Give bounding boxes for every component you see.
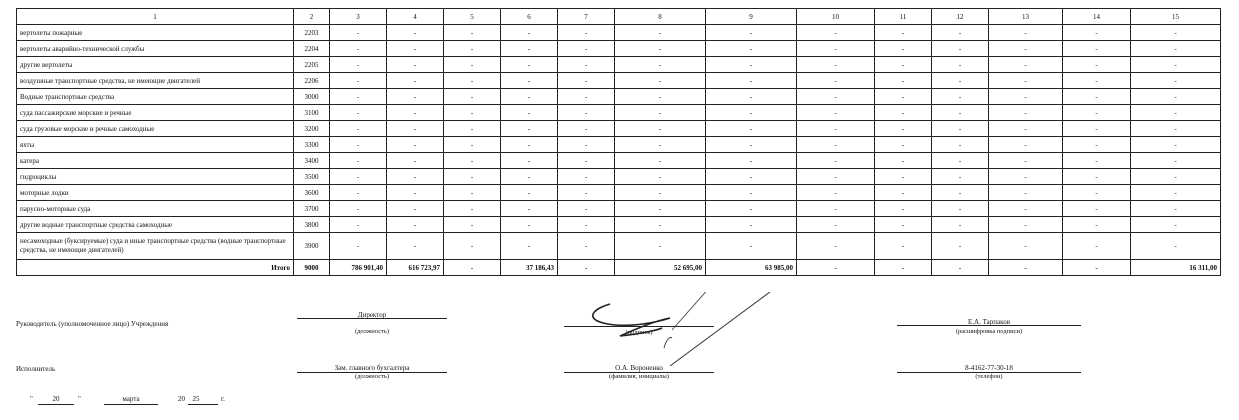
row-value: -	[615, 25, 706, 41]
row-value: -	[875, 73, 932, 89]
row-value: -	[706, 57, 797, 73]
row-value: -	[1131, 137, 1221, 153]
row-value: -	[989, 25, 1063, 41]
header-cell: 5	[444, 9, 501, 25]
row-value: -	[1131, 153, 1221, 169]
row-value: -	[1131, 89, 1221, 105]
row-value: -	[444, 185, 501, 201]
row-value: -	[501, 73, 558, 89]
table-row	[17, 25, 1221, 41]
row-value: -	[1063, 121, 1131, 137]
row-value: -	[1131, 233, 1221, 260]
row-value: -	[706, 25, 797, 41]
date-year-prefix: 20	[178, 395, 185, 403]
row-value: -	[875, 57, 932, 73]
row-value: -	[615, 73, 706, 89]
header-cell: 11	[875, 9, 932, 25]
row-value: -	[387, 105, 444, 121]
row-value: -	[501, 89, 558, 105]
row-value: -	[797, 41, 875, 57]
header-cell: 13	[989, 9, 1063, 25]
row-value: -	[558, 169, 615, 185]
row-value: -	[558, 121, 615, 137]
row-code: 3100	[294, 105, 330, 121]
row-value: -	[706, 201, 797, 217]
row-value: -	[615, 89, 706, 105]
row-value: -	[501, 233, 558, 260]
row-name: Водные транспортные средства	[17, 89, 294, 105]
row-name: суда грузовые морские и речные самоходные	[17, 121, 294, 137]
row-value: -	[797, 217, 875, 233]
row-name: несамоходные (буксируемые) суда и иные транспортные средства (водные транспортные средства, не имеющие двигателей)	[17, 233, 294, 260]
row-value: -	[706, 41, 797, 57]
row-code: 2206	[294, 73, 330, 89]
row-value: -	[1063, 105, 1131, 121]
table-row	[17, 137, 1221, 153]
total-value: 786 901,40	[330, 260, 387, 276]
total-value: -	[797, 260, 875, 276]
row-value: -	[1063, 73, 1131, 89]
header-cell: 14	[1063, 9, 1131, 25]
row-value: -	[444, 73, 501, 89]
row-value: -	[387, 41, 444, 57]
row-value: -	[387, 201, 444, 217]
row-value: -	[444, 89, 501, 105]
total-row	[17, 260, 1221, 276]
row-value: -	[1063, 25, 1131, 41]
total-value: 63 985,00	[706, 260, 797, 276]
row-value: -	[444, 233, 501, 260]
phone-caption: (телефон)	[975, 373, 1003, 380]
row-value: -	[706, 185, 797, 201]
row-value: -	[501, 25, 558, 41]
signature-caption: (подпись)	[625, 329, 653, 336]
row-name: моторные лодки	[17, 185, 294, 201]
row-value: -	[706, 73, 797, 89]
row-value: -	[1131, 217, 1221, 233]
row-value: -	[932, 233, 989, 260]
row-value: -	[615, 121, 706, 137]
row-value: -	[989, 217, 1063, 233]
row-value: -	[875, 169, 932, 185]
table-row	[17, 185, 1221, 201]
row-code: 3900	[294, 233, 330, 260]
row-value: -	[615, 105, 706, 121]
row-value: -	[444, 57, 501, 73]
row-value: -	[558, 57, 615, 73]
row-value: -	[330, 169, 387, 185]
row-value: -	[797, 233, 875, 260]
row-value: -	[330, 89, 387, 105]
row-value: -	[387, 169, 444, 185]
header-cell: 2	[294, 9, 330, 25]
row-value: -	[797, 169, 875, 185]
row-value: -	[1063, 137, 1131, 153]
row-value: -	[875, 25, 932, 41]
total-value: 16 311,00	[1131, 260, 1221, 276]
row-value: -	[875, 137, 932, 153]
row-value: -	[1063, 169, 1131, 185]
row-value: -	[706, 233, 797, 260]
row-value: -	[387, 137, 444, 153]
header-cell: 12	[932, 9, 989, 25]
row-value: -	[501, 217, 558, 233]
row-value: -	[932, 105, 989, 121]
row-value: -	[501, 153, 558, 169]
row-value: -	[797, 201, 875, 217]
row-value: -	[797, 185, 875, 201]
row-value: -	[932, 169, 989, 185]
row-value: -	[558, 201, 615, 217]
row-name: вертолеты аварийно-технической службы	[17, 41, 294, 57]
row-value: -	[797, 25, 875, 41]
row-value: -	[797, 89, 875, 105]
row-value: -	[1131, 201, 1221, 217]
row-code: 3500	[294, 169, 330, 185]
row-name: воздушные транспортные средства, не имеющие двигателей	[17, 73, 294, 89]
row-value: -	[615, 41, 706, 57]
header-cell: 7	[558, 9, 615, 25]
row-value: -	[330, 105, 387, 121]
row-value: -	[989, 169, 1063, 185]
row-value: -	[558, 73, 615, 89]
row-value: -	[615, 201, 706, 217]
row-value: -	[444, 41, 501, 57]
date-close-quote: "	[78, 395, 81, 403]
row-value: -	[706, 137, 797, 153]
row-value: -	[1131, 57, 1221, 73]
header-cell: 9	[706, 9, 797, 25]
row-value: -	[706, 89, 797, 105]
table-row	[17, 57, 1221, 73]
row-value: -	[932, 41, 989, 57]
row-value: -	[1063, 57, 1131, 73]
row-value: -	[1063, 41, 1131, 57]
row-value: -	[387, 121, 444, 137]
row-value: -	[932, 89, 989, 105]
row-value: -	[444, 169, 501, 185]
row-value: -	[615, 233, 706, 260]
row-value: -	[615, 217, 706, 233]
row-value: -	[1131, 185, 1221, 201]
row-value: -	[558, 153, 615, 169]
row-value: -	[501, 169, 558, 185]
total-code: 9000	[294, 260, 330, 276]
month-line	[104, 404, 158, 405]
row-value: -	[932, 57, 989, 73]
table-row	[17, 105, 1221, 121]
row-value: -	[444, 217, 501, 233]
row-code: 2204	[294, 41, 330, 57]
row-value: -	[706, 105, 797, 121]
row-value: -	[558, 25, 615, 41]
row-value: -	[932, 25, 989, 41]
executor-name-caption: (фамилия, инициалы)	[609, 373, 669, 380]
date-year: 25	[192, 395, 200, 403]
row-code: 3400	[294, 153, 330, 169]
row-value: -	[615, 169, 706, 185]
row-value: -	[501, 185, 558, 201]
head-name-caption: (расшифровка подписи)	[955, 328, 1023, 335]
row-value: -	[1131, 25, 1221, 41]
row-value: -	[932, 121, 989, 137]
table-row	[17, 73, 1221, 89]
header-row	[17, 9, 1221, 25]
total-value: 616 723,97	[387, 260, 444, 276]
row-value: -	[932, 137, 989, 153]
row-value: -	[932, 201, 989, 217]
header-cell: 15	[1131, 9, 1221, 25]
row-value: -	[1063, 153, 1131, 169]
row-value: -	[330, 57, 387, 73]
row-value: -	[444, 121, 501, 137]
row-value: -	[330, 137, 387, 153]
row-value: -	[444, 137, 501, 153]
row-value: -	[558, 217, 615, 233]
row-code: 2203	[294, 25, 330, 41]
handwritten-signature	[580, 292, 810, 372]
row-value: -	[875, 105, 932, 121]
row-code: 3300	[294, 137, 330, 153]
row-value: -	[330, 73, 387, 89]
row-value: -	[989, 73, 1063, 89]
row-value: -	[875, 153, 932, 169]
row-value: -	[501, 105, 558, 121]
total-value: -	[989, 260, 1063, 276]
row-value: -	[1131, 105, 1221, 121]
row-name: яхты	[17, 137, 294, 153]
row-value: -	[387, 73, 444, 89]
table-row	[17, 233, 1221, 260]
row-value: -	[615, 185, 706, 201]
row-value: -	[1063, 201, 1131, 217]
row-code: 3800	[294, 217, 330, 233]
row-value: -	[875, 89, 932, 105]
row-value: -	[797, 73, 875, 89]
row-value: -	[558, 89, 615, 105]
row-value: -	[875, 233, 932, 260]
row-code: 3000	[294, 89, 330, 105]
row-value: -	[989, 105, 1063, 121]
row-value: -	[330, 121, 387, 137]
row-value: -	[1131, 41, 1221, 57]
total-value: -	[875, 260, 932, 276]
table-row	[17, 89, 1221, 105]
row-value: -	[989, 89, 1063, 105]
header-cell: 6	[501, 9, 558, 25]
row-code: 2205	[294, 57, 330, 73]
row-value: -	[797, 121, 875, 137]
table-row	[17, 201, 1221, 217]
row-value: -	[1131, 121, 1221, 137]
row-value: -	[1131, 73, 1221, 89]
table-row	[17, 121, 1221, 137]
header-cell: 3	[330, 9, 387, 25]
row-value: -	[615, 137, 706, 153]
row-value: -	[932, 217, 989, 233]
row-name: гидроциклы	[17, 169, 294, 185]
head-label: Руководитель (уполномоченное лицо) Учреждения	[16, 320, 169, 328]
row-name: другие вертолеты	[17, 57, 294, 73]
row-value: -	[387, 25, 444, 41]
row-value: -	[501, 201, 558, 217]
header-cell: 4	[387, 9, 444, 25]
table-row	[17, 153, 1221, 169]
row-value: -	[330, 25, 387, 41]
table-row	[17, 217, 1221, 233]
row-value: -	[989, 233, 1063, 260]
header-cell: 10	[797, 9, 875, 25]
row-value: -	[501, 121, 558, 137]
day-line	[38, 404, 74, 405]
total-value: 37 186,43	[501, 260, 558, 276]
row-value: -	[387, 57, 444, 73]
head-name: Е.А. Тарпаков	[968, 318, 1010, 326]
row-value: -	[330, 41, 387, 57]
row-value: -	[501, 57, 558, 73]
row-value: -	[1131, 169, 1221, 185]
report-table	[16, 8, 1221, 276]
row-value: -	[330, 185, 387, 201]
date-month: марта	[122, 395, 140, 403]
year-line	[188, 404, 218, 405]
total-value: -	[444, 260, 501, 276]
row-value: -	[875, 217, 932, 233]
row-code: 3200	[294, 121, 330, 137]
row-value: -	[932, 185, 989, 201]
total-value: -	[558, 260, 615, 276]
row-value: -	[706, 217, 797, 233]
row-value: -	[875, 185, 932, 201]
row-value: -	[932, 73, 989, 89]
header-cell: 1	[17, 9, 294, 25]
row-value: -	[387, 217, 444, 233]
row-value: -	[875, 201, 932, 217]
row-value: -	[330, 217, 387, 233]
row-name: парусно-моторные суда	[17, 201, 294, 217]
row-value: -	[444, 25, 501, 41]
executor-label: Исполнитель	[16, 365, 56, 373]
row-value: -	[797, 105, 875, 121]
row-value: -	[797, 137, 875, 153]
row-value: -	[558, 137, 615, 153]
date-year-suffix: г.	[221, 395, 225, 403]
table-row	[17, 41, 1221, 57]
row-value: -	[558, 233, 615, 260]
row-value: -	[989, 201, 1063, 217]
row-value: -	[989, 121, 1063, 137]
row-value: -	[706, 169, 797, 185]
row-value: -	[501, 41, 558, 57]
row-value: -	[1063, 185, 1131, 201]
row-value: -	[444, 153, 501, 169]
row-code: 3600	[294, 185, 330, 201]
total-label: Итого	[17, 260, 294, 276]
table-row	[17, 169, 1221, 185]
row-value: -	[444, 201, 501, 217]
row-value: -	[444, 105, 501, 121]
executor-position: Зам. главного бухгалтера	[334, 364, 410, 372]
row-value: -	[615, 57, 706, 73]
row-value: -	[875, 41, 932, 57]
row-value: -	[989, 137, 1063, 153]
row-name: вертолеты пожарные	[17, 25, 294, 41]
executor-name: О.А. Вороненко	[615, 364, 663, 372]
row-value: -	[797, 153, 875, 169]
row-value: -	[558, 185, 615, 201]
row-value: -	[932, 153, 989, 169]
row-value: -	[875, 121, 932, 137]
total-value: -	[932, 260, 989, 276]
row-value: -	[387, 153, 444, 169]
head-position-caption: (должность)	[354, 328, 390, 335]
row-value: -	[501, 137, 558, 153]
total-value: -	[1063, 260, 1131, 276]
row-value: -	[989, 153, 1063, 169]
row-name: другие водные транспортные средства самоходные	[17, 217, 294, 233]
row-value: -	[558, 105, 615, 121]
head-position: Директор	[357, 311, 387, 319]
row-code: 3700	[294, 201, 330, 217]
total-value: 52 695,00	[615, 260, 706, 276]
row-value: -	[330, 153, 387, 169]
row-value: -	[387, 185, 444, 201]
date-open-quote: "	[30, 395, 33, 403]
row-value: -	[387, 89, 444, 105]
row-value: -	[706, 121, 797, 137]
row-name: катера	[17, 153, 294, 169]
row-value: -	[989, 41, 1063, 57]
row-value: -	[387, 233, 444, 260]
date-day: 20	[52, 395, 60, 403]
row-value: -	[615, 153, 706, 169]
row-value: -	[989, 185, 1063, 201]
row-value: -	[1063, 89, 1131, 105]
row-value: -	[797, 57, 875, 73]
phone: 8-4162-77-30-18	[965, 364, 1013, 372]
row-value: -	[1063, 233, 1131, 260]
row-name: суда пассажирские морские и речные	[17, 105, 294, 121]
row-value: -	[1063, 217, 1131, 233]
row-value: -	[558, 41, 615, 57]
executor-position-caption: (должность)	[354, 373, 390, 380]
row-value: -	[330, 233, 387, 260]
row-value: -	[330, 201, 387, 217]
row-value: -	[706, 153, 797, 169]
header-cell: 8	[615, 9, 706, 25]
row-value: -	[989, 57, 1063, 73]
